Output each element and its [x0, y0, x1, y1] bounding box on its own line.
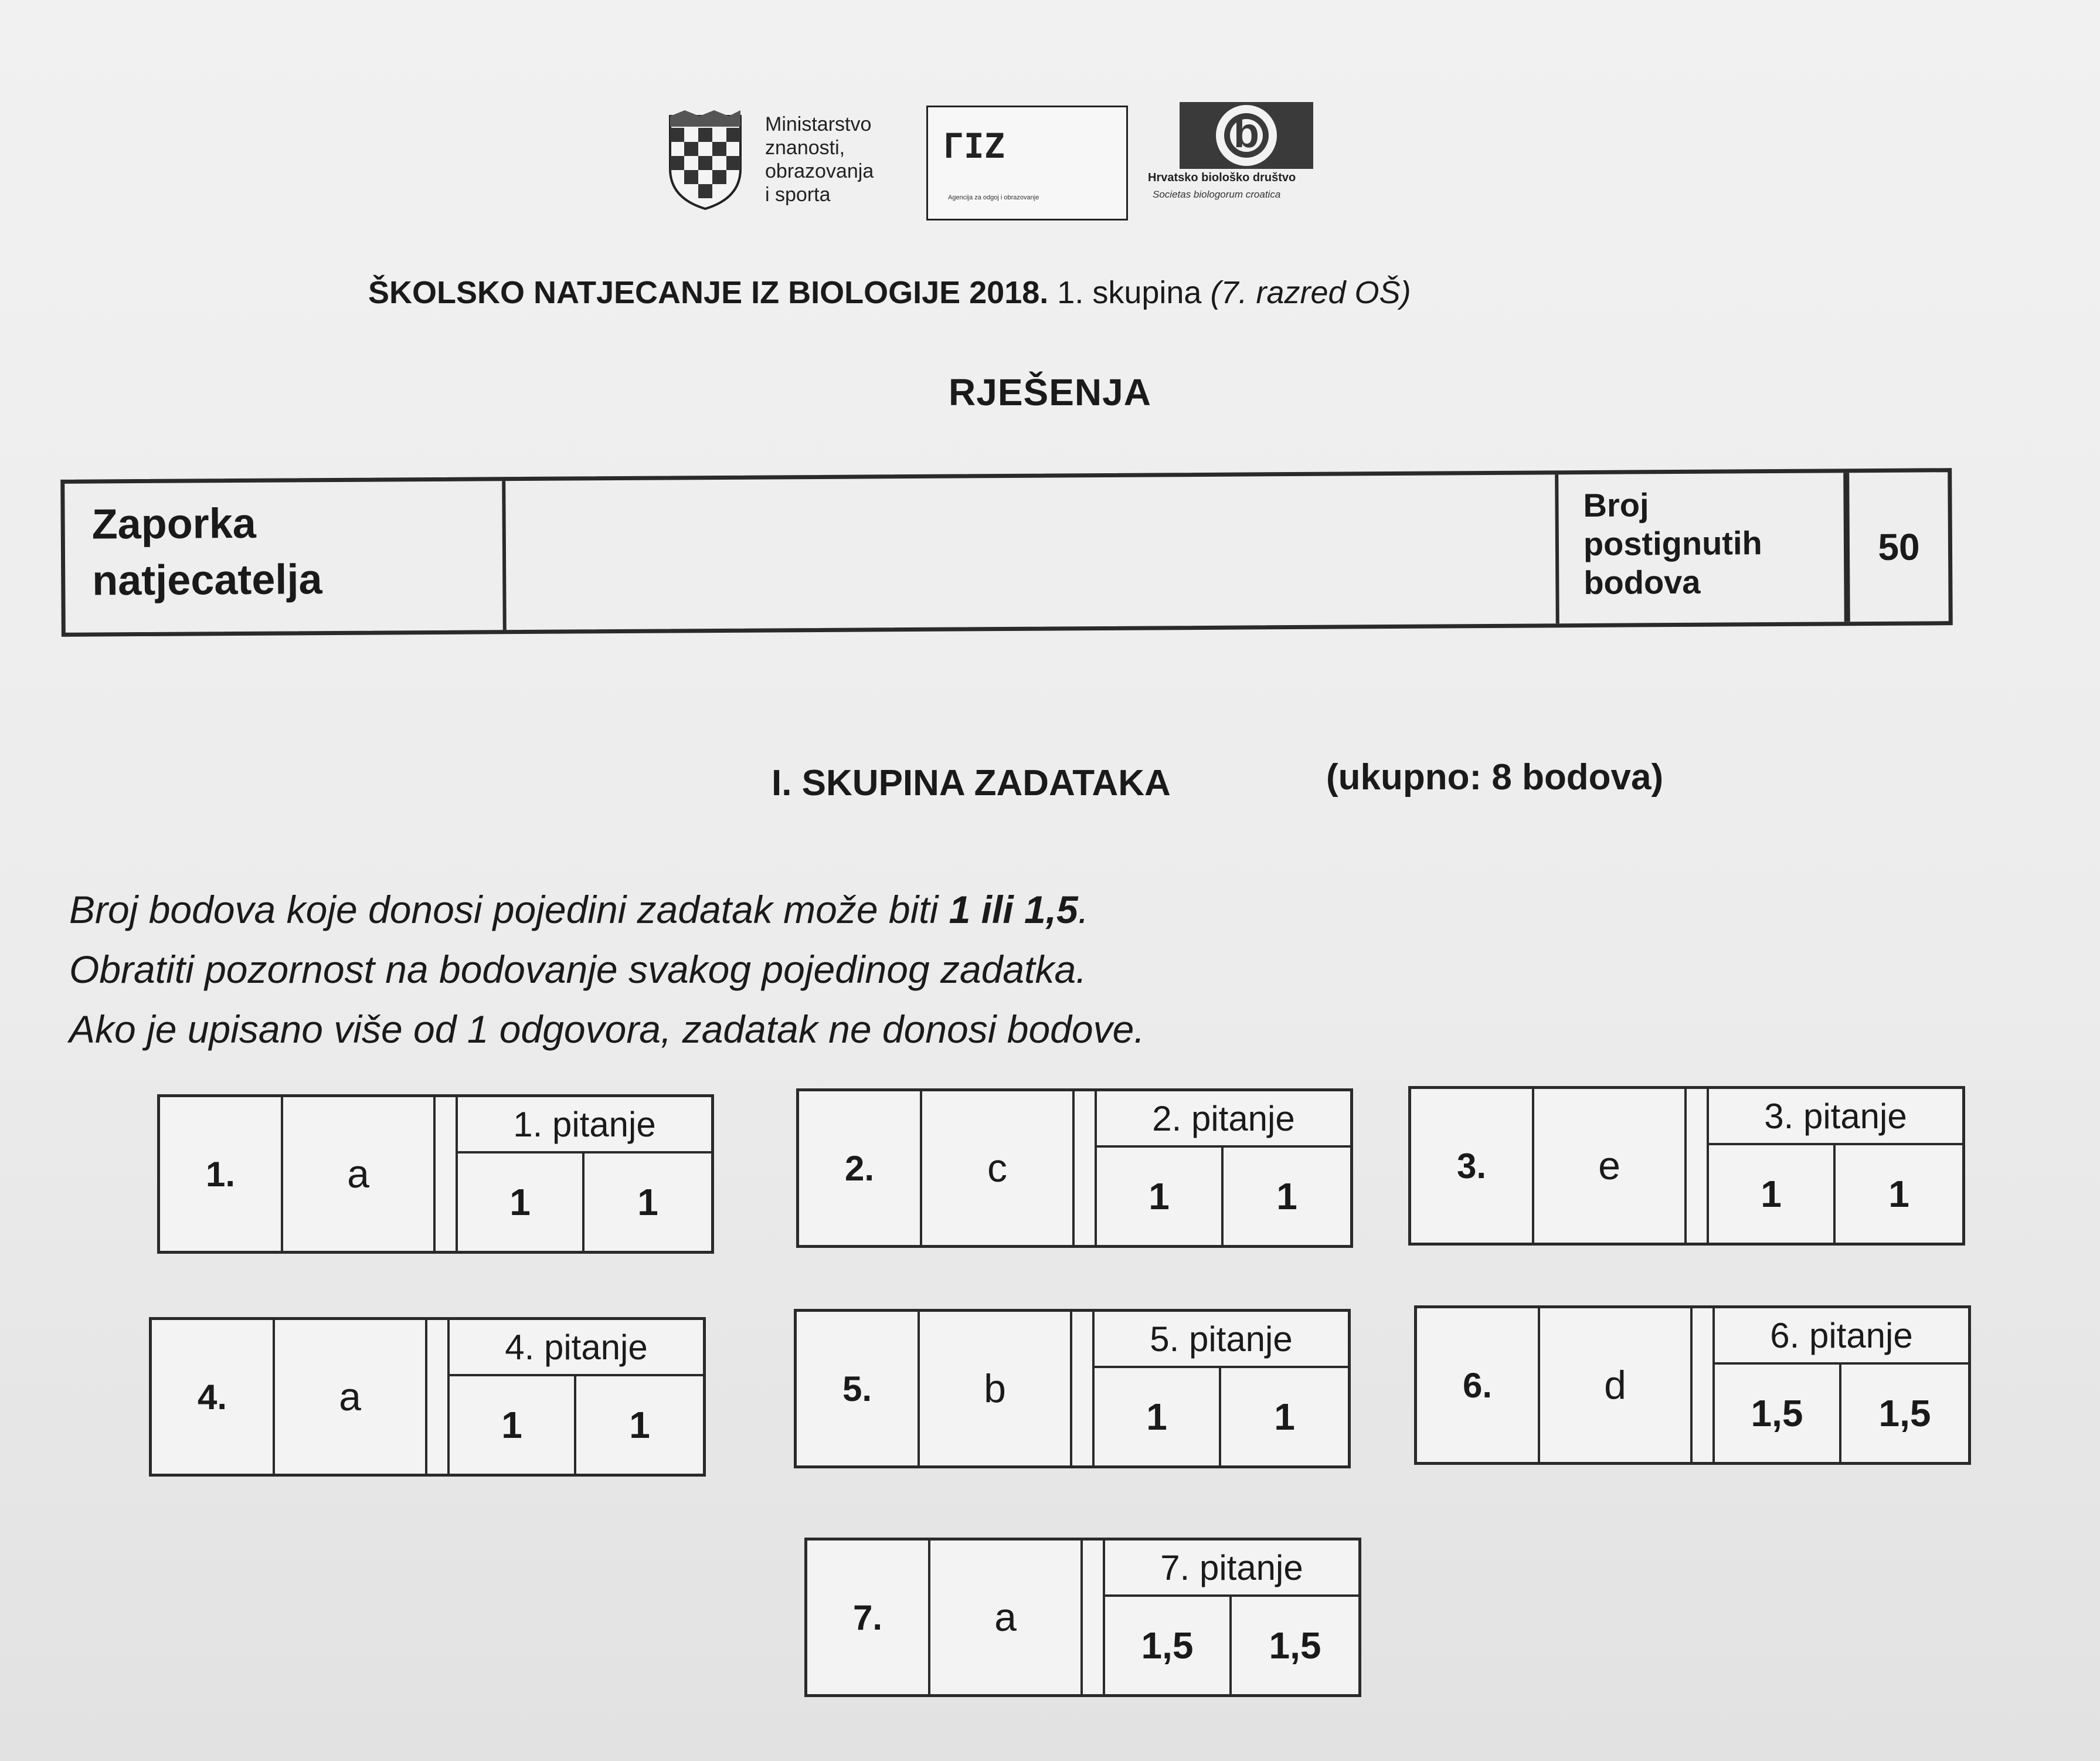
question-number: 7. — [807, 1541, 930, 1694]
score-area — [1097, 1091, 1350, 1245]
answer-box-1 — [157, 1094, 714, 1254]
title-grade: (7. razred OŠ) — [1210, 275, 1411, 310]
question-header: 2. pitanje — [1097, 1091, 1350, 1148]
question-answer: d — [1540, 1308, 1693, 1462]
instruction-text: Broj bodova koje donosi pojedini zadatak može biti — [69, 888, 939, 931]
ministry-line: Ministarstvo — [765, 113, 872, 135]
awarded-points: 1 — [1276, 1175, 1297, 1217]
instruction-line-1 — [69, 880, 1145, 939]
box-separator — [1072, 1312, 1095, 1465]
question-header: 6. pitanje — [1715, 1308, 1968, 1365]
title-main: ŠKOLSKO NATJECANJE IZ BIOLOGIJE 2018. — [368, 275, 1049, 310]
page-subtitle: RJEŠENJA — [949, 371, 1151, 413]
question-number: 1. — [160, 1097, 283, 1251]
question-header: 7. pitanje — [1105, 1541, 1358, 1597]
ministry-line: znanosti, — [765, 137, 845, 159]
answer-box-3 — [1408, 1086, 1965, 1246]
question-header: 1. pitanje — [458, 1097, 711, 1153]
ministry-line: i sporta — [765, 184, 831, 206]
hbd-latin: Societas biologorum croatica — [1153, 189, 1281, 200]
question-number: 2. — [799, 1091, 922, 1245]
question-header: 4. pitanje — [450, 1320, 703, 1376]
awarded-points: 1 — [637, 1181, 658, 1223]
question-number: 6. — [1417, 1308, 1540, 1462]
score-area — [458, 1097, 711, 1251]
azoo-caption: Agencija za odgoj i obrazovanje — [948, 194, 1039, 201]
max-points: 1 — [1097, 1148, 1224, 1245]
box-separator — [436, 1097, 458, 1251]
answer-box-7 — [804, 1538, 1361, 1697]
points-label-line: postignutih — [1583, 524, 1762, 562]
instruction-line-3: Ako je upisano više od 1 odgovora, zadatak ne donosi bodove. — [69, 1007, 1145, 1051]
max-points: 1 — [450, 1376, 576, 1474]
ministry-line: obrazovanja — [765, 160, 874, 182]
question-answer: b — [920, 1312, 1072, 1465]
question-answer: c — [922, 1091, 1075, 1245]
question-number: 5. — [797, 1312, 920, 1465]
question-answer: e — [1534, 1089, 1687, 1243]
croatian-coat-of-arms-icon — [667, 110, 743, 211]
awarded-points: 1,5 — [1269, 1624, 1321, 1667]
question-answer: a — [283, 1097, 436, 1251]
azoo-logo — [926, 106, 1128, 220]
question-header: 5. pitanje — [1095, 1312, 1348, 1368]
code-label-line: natjecatelja — [92, 556, 322, 605]
score-area — [1095, 1312, 1348, 1465]
answer-box-6 — [1414, 1305, 1971, 1465]
question-header: 3. pitanje — [1709, 1089, 1962, 1145]
instruction-period: . — [1078, 888, 1089, 931]
max-points: 1,5 — [1105, 1597, 1232, 1694]
answer-box-5 — [794, 1309, 1351, 1468]
score-area — [1105, 1541, 1358, 1694]
max-points: 1 — [1095, 1368, 1221, 1465]
points-label-line: Broj — [1583, 486, 1649, 524]
code-label-cell — [64, 481, 507, 633]
instruction-points: 1 ili 1,5 — [949, 888, 1078, 931]
ministry-name — [765, 113, 874, 206]
code-value-cell — [505, 474, 1559, 630]
title-group: 1. skupina — [1057, 275, 1202, 310]
max-points: 1,5 — [1715, 1365, 1841, 1462]
awarded-points: 1 — [1274, 1396, 1295, 1438]
question-answer: a — [930, 1541, 1083, 1694]
box-separator — [427, 1320, 450, 1474]
box-separator — [1687, 1089, 1709, 1243]
box-separator — [1693, 1308, 1715, 1462]
answer-box-4 — [149, 1317, 706, 1477]
answer-box-2 — [796, 1088, 1353, 1248]
points-label-cell — [1558, 473, 1850, 623]
contestant-header-table — [60, 468, 1953, 637]
section-title — [772, 762, 1171, 804]
max-points: 1 — [1709, 1145, 1836, 1243]
page-title — [368, 274, 1411, 311]
points-value-cell — [1849, 472, 1949, 622]
section-name: I. SKUPINA ZADATAKA — [772, 763, 1171, 803]
question-answer: a — [275, 1320, 427, 1474]
instruction-line-2: Obratiti pozornost na bodovanje svakog pojedinog zadatka. — [69, 948, 1087, 991]
awarded-points: 1 — [1888, 1173, 1909, 1215]
awarded-points: 1,5 — [1878, 1392, 1931, 1434]
score-area — [1709, 1089, 1962, 1243]
points-value: 50 — [1878, 525, 1920, 568]
code-label-line: Zaporka — [91, 500, 257, 548]
instructions — [69, 880, 1145, 1059]
azoo-mark: ΓΙZ — [943, 126, 1005, 166]
question-number: 3. — [1411, 1089, 1534, 1243]
awarded-points: 1 — [629, 1404, 650, 1446]
max-points: 1 — [458, 1153, 585, 1251]
score-area — [1715, 1308, 1968, 1462]
section-total: (ukupno: 8 bodova) — [1326, 757, 1664, 798]
score-area — [450, 1320, 703, 1474]
hbd-name: Hrvatsko biološko društvo — [1148, 171, 1296, 184]
box-separator — [1083, 1541, 1105, 1694]
hbd-letter: b — [1234, 110, 1259, 157]
points-label-line: bodova — [1584, 563, 1701, 601]
box-separator — [1075, 1091, 1097, 1245]
question-number: 4. — [152, 1320, 275, 1474]
